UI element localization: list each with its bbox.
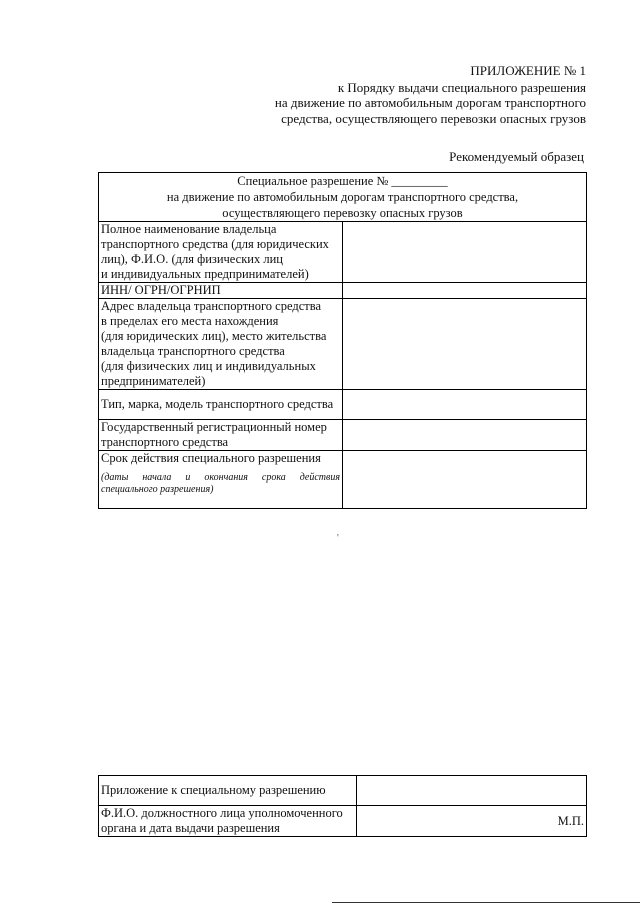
- permit-title-line-1: Специальное разрешение № _________: [237, 174, 448, 188]
- table-row: [99, 299, 587, 390]
- page-edge-line: [332, 902, 640, 903]
- validity-period-note: (даты начала и окончания срока действия специального разрешения): [101, 472, 340, 495]
- header-line-2: на движение по автомобильным дорогам транспортного: [274, 95, 586, 110]
- table-row: [99, 222, 587, 283]
- stray-mark: ': [337, 533, 339, 544]
- owner-name-label: Полное наименование владельца транспортного средства (для юридических лиц), Ф.И.О. (для физических лиц и индивидуальных предпринимателей): [99, 222, 343, 283]
- owner-address-label: Адрес владельца транспортного средства в пределах его места нахождения (для юридических лиц), место жительства владельца транспортного средства (для физических лиц и индивидуальных предпринимателей): [99, 299, 343, 390]
- owner-address-field[interactable]: [343, 299, 587, 390]
- table-row: [99, 283, 587, 299]
- vehicle-type-field[interactable]: [343, 390, 587, 420]
- inn-ogrn-label: ИНН/ ОГРН/ОГРНИП: [99, 283, 343, 299]
- header-line-3: средства, осуществляющего перевозки опасных грузов: [281, 111, 586, 126]
- table-row: [99, 420, 587, 451]
- inn-ogrn-field[interactable]: [343, 283, 587, 299]
- permit-title-line-2: на движение по автомобильным дорогам транспортного средства,: [166, 190, 519, 204]
- title-row: [99, 173, 587, 222]
- vehicle-type-label: Тип, марка, модель транспортного средства: [99, 390, 343, 420]
- permit-form-table: [98, 172, 587, 509]
- table-row: [99, 451, 587, 509]
- appendix-to-permit-label: Приложение к специальному разрешению: [99, 776, 357, 806]
- appendix-to-permit-field[interactable]: [357, 776, 587, 806]
- validity-period-field[interactable]: [343, 451, 587, 509]
- permit-title-line-3: осуществляющего перевозку опасных грузов: [222, 206, 463, 220]
- validity-period-label: Срок действия специального разрешения: [101, 451, 321, 465]
- table-row: [99, 390, 587, 420]
- recommended-sample-caption: Рекомендуемый образец: [449, 149, 584, 164]
- table-row: [99, 776, 587, 806]
- reg-number-field[interactable]: [343, 420, 587, 451]
- validity-period-cell: [99, 451, 343, 509]
- stamp-place: М.П.: [357, 806, 587, 837]
- header-line-1: к Порядку выдачи специального разрешения: [337, 80, 586, 95]
- owner-name-field[interactable]: [343, 222, 587, 283]
- official-name-label: Ф.И.О. должностного лица уполномоченного органа и дата выдачи разрешения: [99, 806, 357, 837]
- appendix-number: ПРИЛОЖЕНИЕ № 1: [470, 63, 586, 78]
- title-cell: [99, 173, 587, 222]
- issuance-table: [98, 775, 587, 837]
- reg-number-label: Государственный регистрационный номер транспортного средства: [99, 420, 343, 451]
- table-row: [99, 806, 587, 837]
